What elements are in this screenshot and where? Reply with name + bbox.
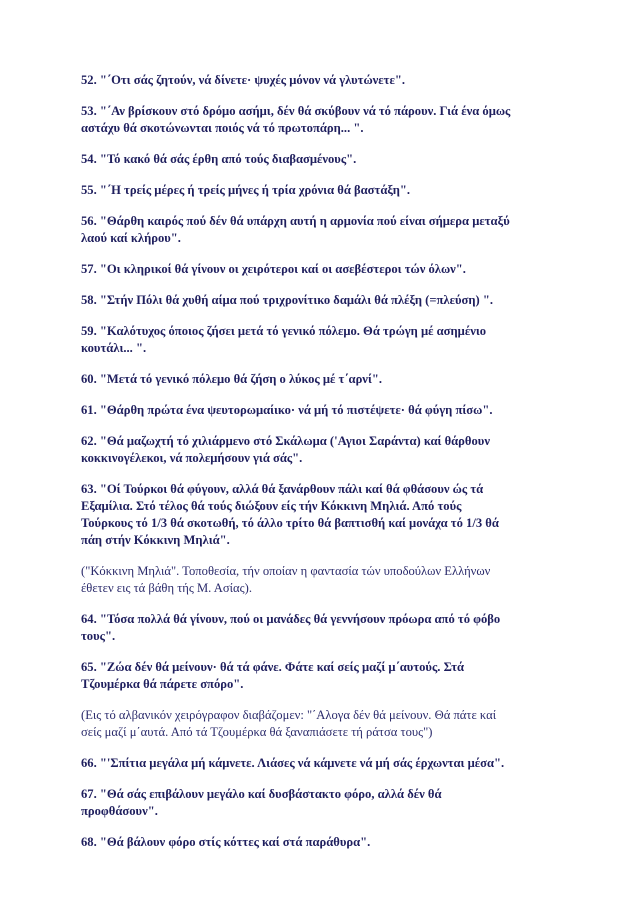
prophecy-56: 56. "Θάρθη καιρός πού δέν θά υπάρχη αυτή η αρμονία πού είναι σήμερα μεταξύ λαού καί κλήρου". [81,214,510,245]
prophecy-57: 57. "Οι κληρικοί θά γίνουν οι χειρότεροι καί οι ασεβέστεροι τών όλων". [81,262,466,276]
prophecy-68: 68. "Θά βάλουν φόρο στίς κόττες καί στά παράθυρα". [81,835,371,849]
note-albanian-manuscript: (Εις τό αλβανικόν χειρόγραφον διαβάζομεν: "΄Αλογα δέν θά μείνουν. Θά πάτε καί σείς μαζί μ΄αυτά. Από τά Τζουμέρκα θά ξαναπιάσετε τή ράτσα τους") [81,708,497,739]
prophecy-59: 59. "Καλότυχος όποιος ζήσει μετά τό γενικό πόλεμο. Θά τρώγη μέ ασημένιο κουτάλι... ". [81,324,487,355]
prophecy-60: 60. "Μετά τό γενικό πόλεμο θά ζήση ο λύκος μέ τ΄αρνί". [81,372,382,386]
prophecy-55: 55. "΄Η τρείς μέρες ή τρείς μήνες ή τρία χρόνια θά βαστάξη". [81,183,410,197]
prophecy-54: 54. "Τό κακό θά σάς έρθη από τούς διαβασμένους". [81,152,357,166]
prophecy-52: 52. "΄Οτι σάς ζητούν, νά δίνετε· ψυχές μόνον νά γλυτώνετε". [81,73,405,87]
note-kokkini-milia: ("Κόκκινη Μηλιά". Τοποθεσία, τήν οποίαν η φαντασία τών υποδούλων Ελλήνων έθετεν εις τά βάθη τής Μ. Ασίας). [81,564,491,595]
prophecy-65: 65. "Ζώα δέν θά μείνουν· θά τά φάνε. Φάτε καί σείς μαζί μ΄αυτούς. Στά Τζουμέρκα θά πάρετε σπόρο". [81,660,465,691]
prophecy-58: 58. "Στήν Πόλι θά χυθή αίμα πού τριχρονίτικο δαμάλι θά πλέξη (=πλεύση) ". [81,293,493,307]
prophecy-67: 67. "Θά σάς επιβάλουν μεγάλο καί δυσβάστακτο φόρο, αλλά δέν θά προφθάσουν". [81,787,442,818]
page-body [81,72,561,865]
prophecy-53: 53. "΄Αν βρίσκουν στό δρόμο ασήμι, δέν θά σκύβουν νά τό πάρουν. Γιά ένα όμως αστάχυ θά σκοτώνωνται ποιός νά τό πρωτοπάρη... ". [81,104,511,135]
prophecy-66: 66. "'Σπίτια μεγάλα μή κάμνετε. Λιάσες νά κάμνετε νά μή σάς έρχωνται μέσα". [81,756,505,770]
prophecy-63: 63. "Οί Τούρκοι θά φύγουν, αλλά θά ξανάρθουν πάλι καί θά φθάσουν ώς τά Εξαμίλια. Στό τέλος θά τούς διώξουν είς τήν Κόκκινη Μηλιά. Από τούς Τούρκους τό 1/3 θά σκοτωθή, τό άλλο τρίτο θά βαπτισθή καί μονάχα τό 1/3 θά πάη στήν Κόκκινη Μηλιά". [81,482,499,547]
prophecy-64: 64. "Τόσα πολλά θά γίνουν, πού οι μανάδες θά γεννήσουν πρόωρα από τό φόβο τους". [81,612,501,643]
prophecy-61: 61. "Θάρθη πρώτα ένα ψευτορωμαίικο· νά μή τό πιστέψετε· θά φύγη πίσω". [81,403,493,417]
prophecy-62: 62. "Θά μαζωχτή τό χιλιάρμενο στό Σκάλωμα ('Αγιοι Σαράντα) καί θάρθουν κοκκινογέλεκοι, νά πολεμήσουν γιά σάς". [81,434,490,465]
